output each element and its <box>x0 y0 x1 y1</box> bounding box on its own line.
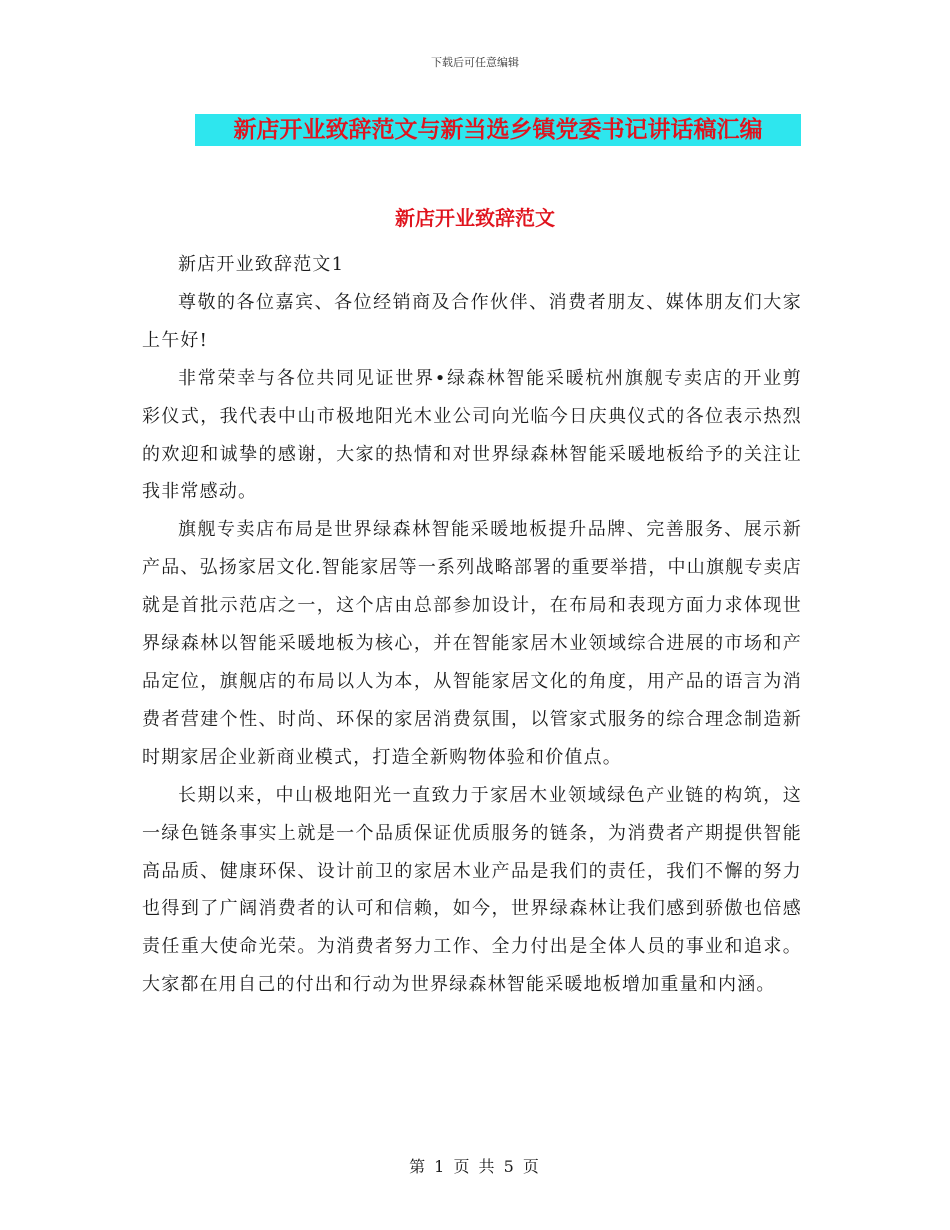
header-note: 下载后可任意编辑 <box>431 56 519 69</box>
document-body <box>142 246 802 1004</box>
section-heading: 新店开业致辞范文 <box>395 206 555 230</box>
paragraph: 尊敬的各位嘉宾、各位经销商及合作伙伴、消费者朋友、媒体朋友们大家上午好! <box>142 291 802 351</box>
paragraph: 旗舰专卖店布局是世界绿森林智能采暖地板提升品牌、完善服务、展示新产品、弘扬家居文化.智能家居等一系列战略部署的重要举措，中山旗舰专卖店就是首批示范店之一，这个店由总部参加设计，在布局和表现方面力求体现世界绿森林以智能采暖地板为核心，并在智能家居木业领域综合进展的市场和产品定位，旗舰店的布局以人为本，从智能家居文化的角度，用产品的语言为消费者营建个性、时尚、环保的家居消费氛围，以管家式服务的综合理念制造新时期家居企业新商业模式，打造全新购物体验和价值点。 <box>142 519 802 768</box>
document-title: 新店开业致辞范文与新当选乡镇党委书记讲话稿汇编 <box>195 114 801 146</box>
page-number-footer: 第 1 页 共 5 页 <box>409 1157 541 1176</box>
sub-heading: 新店开业致辞范文1 <box>178 254 345 275</box>
paragraph: 非常荣幸与各位共同见证世界•绿森林智能采暖杭州旗舰专卖店的开业剪彩仪式，我代表中山市极地阳光木业公司向光临今日庆典仪式的各位表示热烈的欢迎和诚挚的感谢，大家的热情和对世界绿森林智能采暖地板给予的关注让我非常感动。 <box>142 367 802 503</box>
paragraph: 长期以来，中山极地阳光一直致力于家居木业领域绿色产业链的构筑，这一绿色链条事实上就是一个品质保证优质服务的链条，为消费者产期提供智能高品质、健康环保、设计前卫的家居木业产品是我们的责任，我们不懈的努力也得到了广阔消费者的认可和信赖，如今，世界绿森林让我们感到骄傲也倍感责任重大使命光荣。为消费者努力工作、全力付出是全体人员的事业和追求。大家都在用自己的付出和行动为世界绿森林智能采暖地板增加重量和内涵。 <box>142 784 802 996</box>
